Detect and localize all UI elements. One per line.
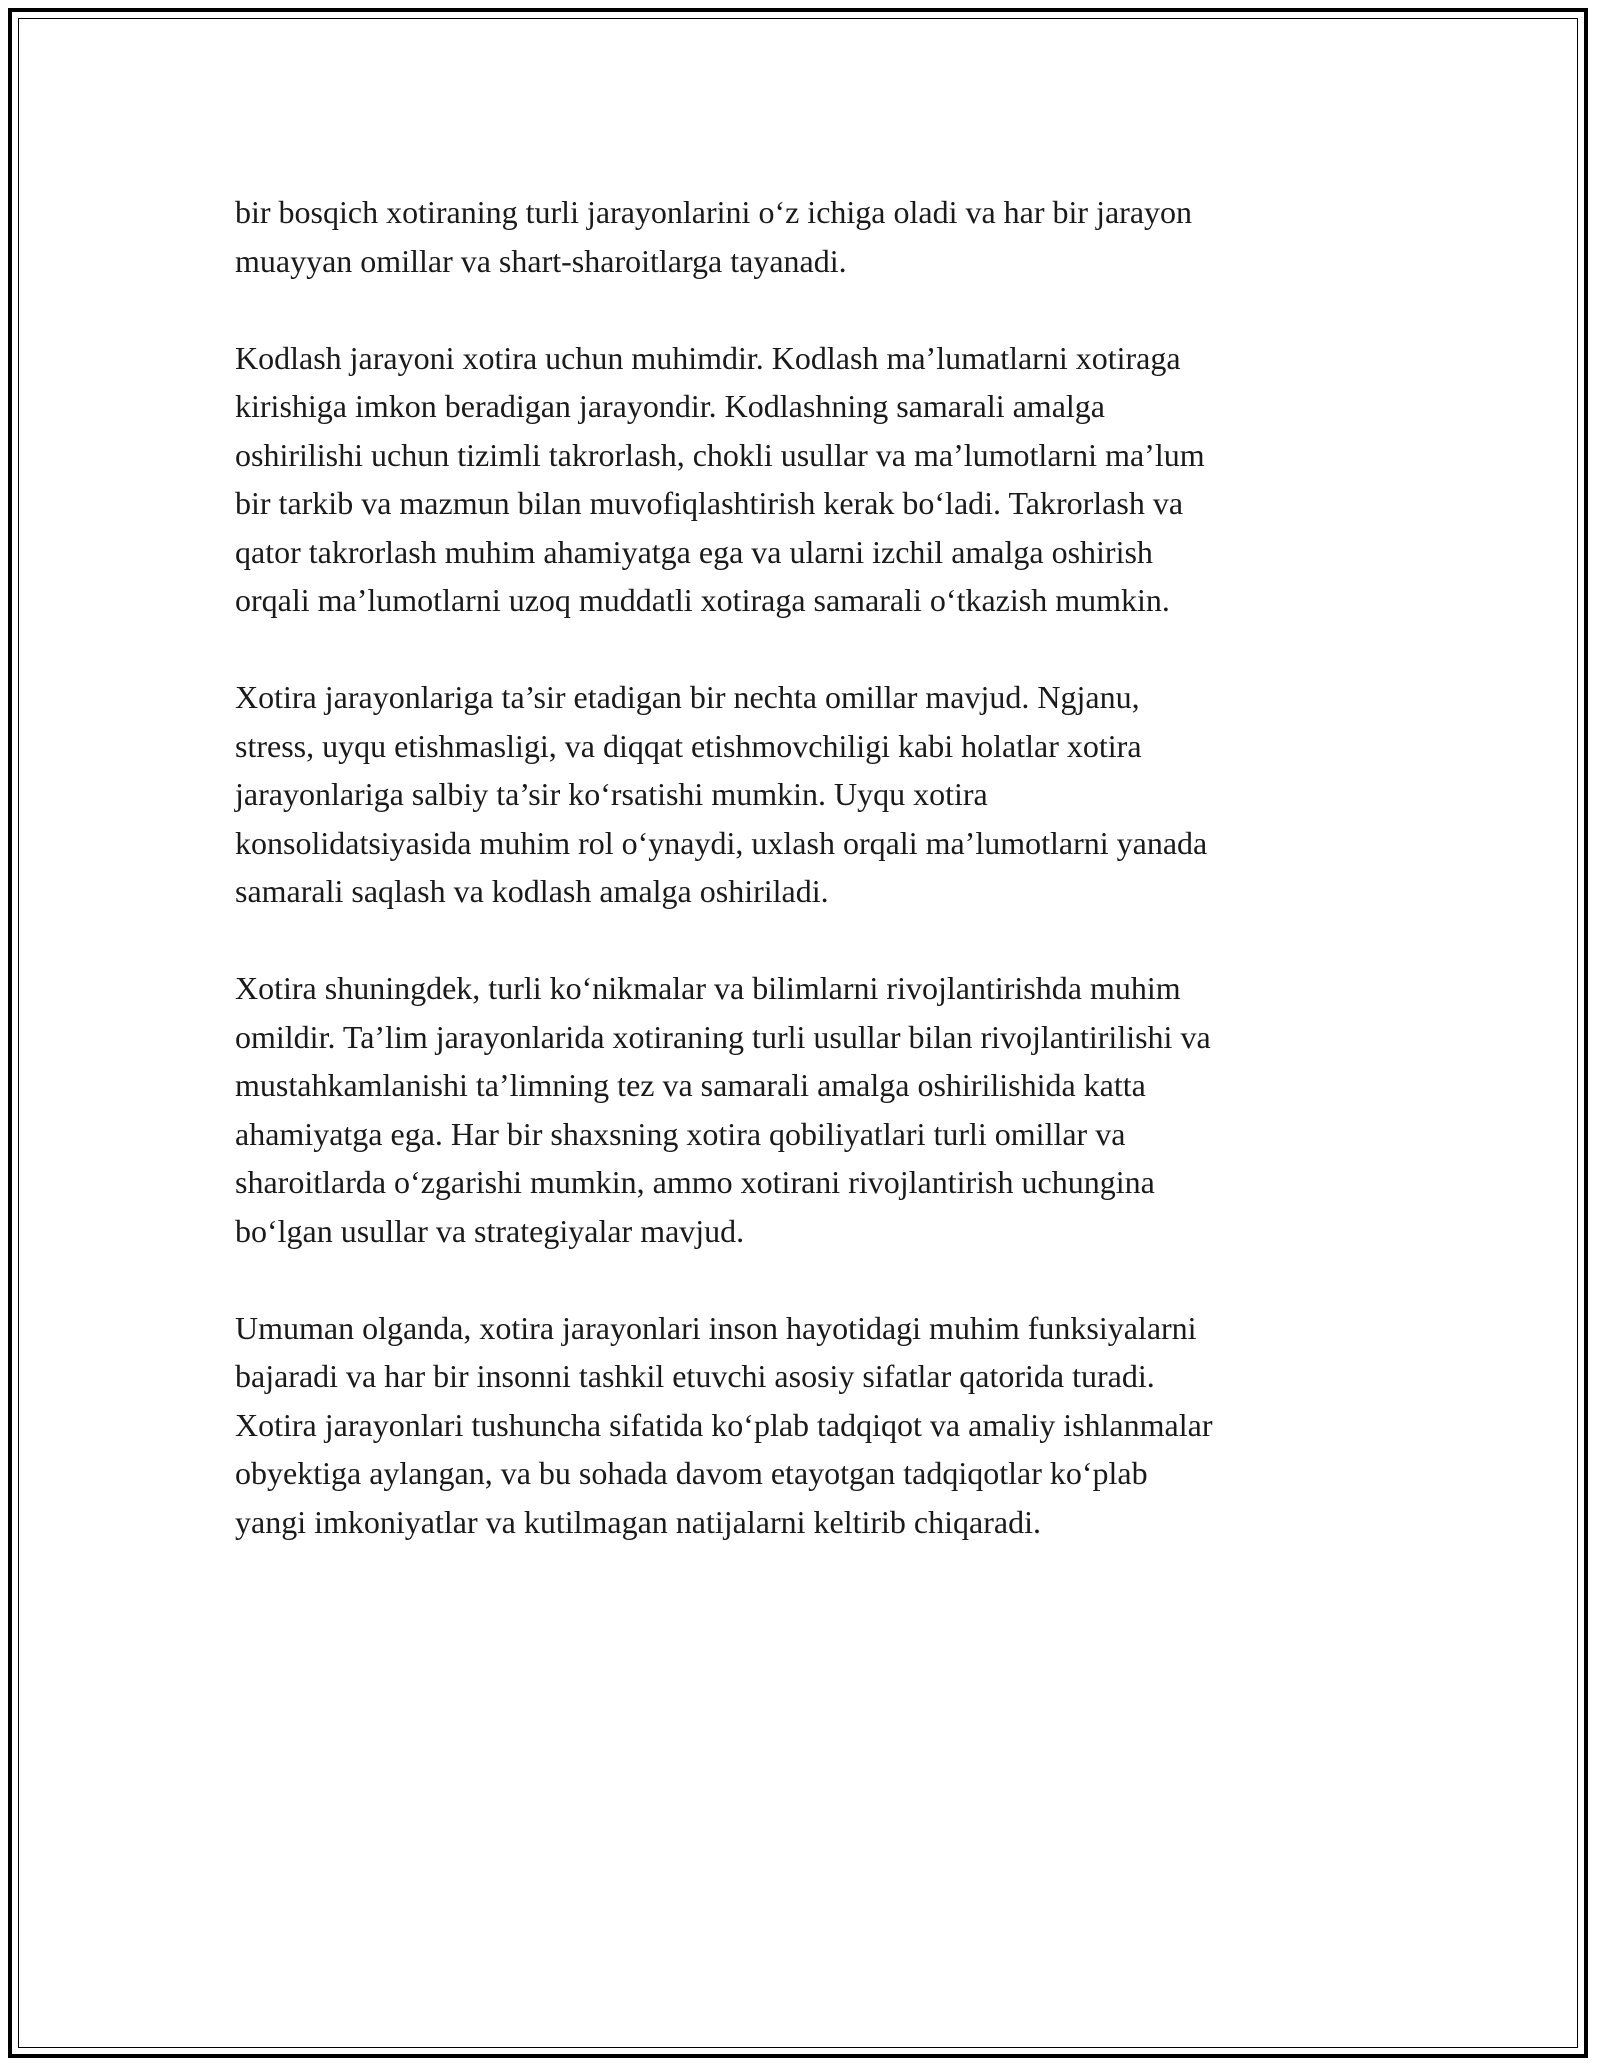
text-line: sharoitlarda o‘zgarishi mumkin, ammo xotirani rivojlantirish uchungina [235,1164,1155,1200]
text-line: Kodlash jarayoni xotira uchun muhimdir. Kodlash ma’lumatlarni xotiraga [235,339,1181,376]
text-line: qator takrorlash muhim ahamiyatga ega va ularni izchil amalga oshirish [235,533,1153,570]
paragraph [235,673,1365,916]
text-line: mustahkamlanishi ta’limning tez va samarali amalga oshirilishida katta [235,1067,1146,1103]
text-line: oshirilishi uchun tizimli takrorlash, chokli usullar va ma’lumotlarni ma’lum [235,436,1205,473]
text-line: kirishiga imkon beradigan jarayondir. Kodlashning samarali amalga [235,388,1105,424]
text-line: obyektiga aylangan, va bu sohada davom etayotgan tadqiqotlar ko‘plab [235,1455,1148,1491]
text-line: bajaradi va har bir insonni tashkil etuvchi asosiy sifatlar qatorida turadi. [235,1358,1155,1394]
paragraph [235,1304,1365,1547]
text-line: konsolidatsiyasida muhim rol o‘ynaydi, uxlash orqali ma’lumotlarni yanada [235,824,1208,861]
text-line: stress, uyqu etishmasligi, va diqqat etishmovchiligi kabi holatlar xotira [235,727,1142,764]
text-line: Umuman olganda, xotira jarayonlari inson hayotidagi muhim funksiyalarni [235,1309,1197,1346]
text-line: muayyan omillar va shart-sharoitlarga tayanadi. [235,242,847,279]
text-line: Xotira jarayonlariga ta’sir etadigan bir nechta omillar mavjud. Ngjanu, [235,679,1140,715]
text-line: omildir. Ta’lim jarayonlarida xotiraning turli usullar bilan rivojlantirilishi va [235,1018,1211,1055]
text-line: bir tarkib va mazmun bilan muvofiqlashtirish kerak bo‘ladi. Takrorlash va [235,485,1184,521]
text-line: Xotira jarayonlari tushuncha sifatida ko‘plab tadqiqot va amaliy ishlanmalar [235,1406,1213,1443]
text-line: orqali ma’lumotlarni uzoq muddatli xotiraga samarali o‘tkazish mumkin. [235,582,1170,618]
document-body [235,188,1365,1595]
text-line: bo‘lgan usullar va strategiyalar mavjud. [235,1212,745,1249]
text-line: bir bosqich xotiraning turli jarayonlarini o‘z ichiga oladi va har bir jarayon [235,194,1193,230]
text-line: Xotira shuningdek, turli ko‘nikmalar va bilimlarni rivojlantirishda muhim [235,970,1181,1006]
text-line: yangi imkoniyatlar va kutilmagan natijalarni keltirib chiqaradi. [235,1503,1041,1540]
text-line: samarali saqlash va kodlash amalga oshiriladi. [235,873,829,909]
paragraph [235,334,1365,625]
paragraph [235,188,1365,285]
text-line: ahamiyatga ega. Har bir shaxsning xotira qobiliyatlari turli omillar va [235,1115,1126,1152]
text-line: jarayonlariga salbiy ta’sir ko‘rsatishi mumkin. Uyqu xotira [235,776,988,812]
paragraph [235,964,1365,1255]
